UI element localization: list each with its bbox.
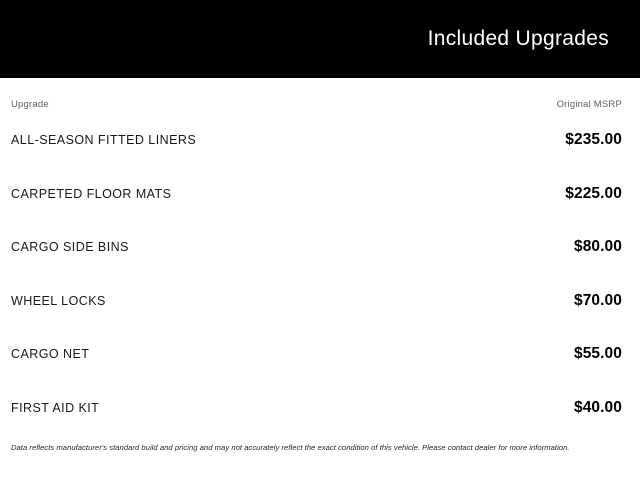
page-header bbox=[0, 0, 640, 78]
upgrades-list bbox=[11, 115, 629, 436]
upgrade-price: $235.00 bbox=[565, 131, 622, 148]
column-header-upgrade: Upgrade bbox=[11, 99, 49, 110]
table-row bbox=[11, 383, 629, 437]
table-row bbox=[11, 329, 629, 383]
disclaimer-text: Data reflects manufacturer's standard build and pricing and may not accurately reflect the exact condition of this vehicle. Please contact dealer for more information. bbox=[11, 443, 570, 452]
upgrade-name: CARGO SIDE BINS bbox=[11, 240, 129, 254]
upgrade-name: ALL-SEASON FITTED LINERS bbox=[11, 133, 197, 147]
table-row bbox=[11, 276, 629, 330]
column-header-msrp: Original MSRP bbox=[556, 99, 622, 110]
upgrades-section bbox=[0, 78, 640, 436]
upgrade-price: $55.00 bbox=[573, 345, 622, 362]
upgrade-name: FIRST AID KIT bbox=[11, 400, 100, 415]
table-row bbox=[11, 169, 629, 223]
upgrade-price: $70.00 bbox=[573, 291, 622, 309]
upgrade-price: $80.00 bbox=[573, 238, 622, 255]
upgrade-price: $40.00 bbox=[573, 398, 622, 416]
upgrade-price: $225.00 bbox=[565, 184, 622, 202]
page-title: Included Upgrades bbox=[427, 27, 609, 50]
upgrade-name: CARPETED FLOOR MATS bbox=[11, 186, 172, 201]
upgrade-name: CARGO NET bbox=[11, 347, 90, 361]
table-header-row bbox=[11, 78, 629, 115]
upgrade-name: WHEEL LOCKS bbox=[11, 293, 106, 308]
table-row bbox=[11, 222, 629, 276]
table-row bbox=[11, 115, 629, 169]
